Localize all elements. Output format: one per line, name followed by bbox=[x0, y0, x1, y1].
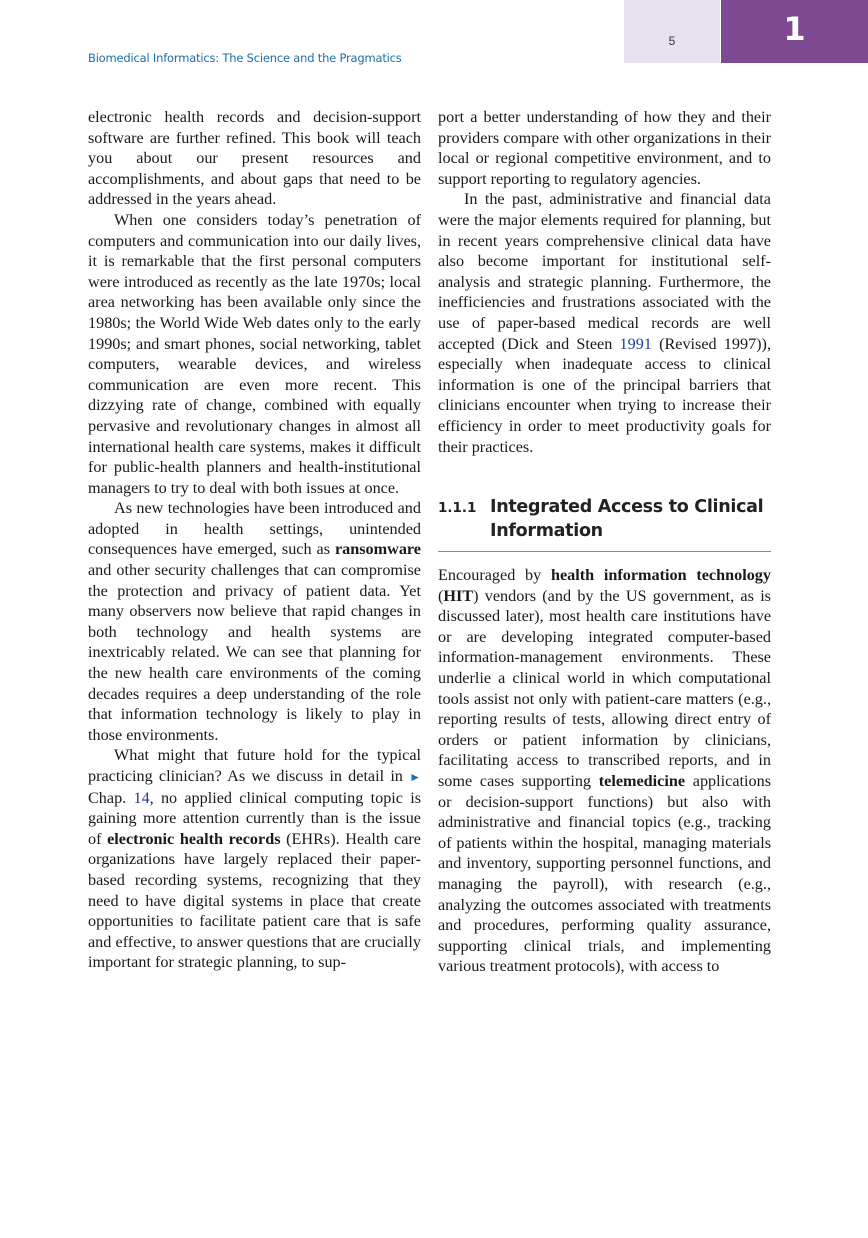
text: Encouraged by bbox=[438, 566, 551, 585]
text: As new technologies have been introduced and adopted in health settings, unintended consequences have emerged, such as bbox=[88, 499, 421, 559]
text: , no applied clinical computing topic is gaining more attention currently than is the issue of bbox=[88, 788, 422, 848]
right-column bbox=[438, 107, 771, 977]
paragraph bbox=[88, 498, 421, 745]
key-term-ransomware: ransomware bbox=[334, 540, 421, 559]
text: (EHRs). Health care organizations have largely replaced their paper-based recording systems, recognizing that they need to have digital systems in place that create opportunities to facilitate patient care that is safe and effective, to answer questions that are crucially important for strategic planning, to sup- bbox=[88, 829, 421, 972]
page-number: 5 bbox=[668, 34, 676, 48]
paragraph: When one considers today’s penetration of computers and communication into our daily lives, it is remarkable that the first personal computers were introduced as recently as the late 1970s; local area networking has been available only since the 1980s; the World Wide Web dates only to the early 1990s; and smart phones, social networking, tablet computers, wearable devices, and wireless communication are even more recent. This dizzying rate of change, combined with equally pervasive and revolutionary changes in almost all international health care systems, makes it difficult for public-health planners and health-institutional managers to try to deal with both issues at once. bbox=[88, 210, 421, 497]
section-heading bbox=[438, 495, 771, 543]
text: ( bbox=[438, 586, 444, 605]
section-rule bbox=[438, 551, 771, 552]
key-term-ehr: electronic health records bbox=[107, 829, 281, 848]
paragraph bbox=[88, 745, 421, 973]
chapter-tab bbox=[721, 0, 868, 63]
text: ) vendors (and by the US government, as is discussed later), most health care institutions have or are developing integrated computer-based information-management environments. These underlie a clinical world in which computational tools assist not only with patient-care matters (e.g., reporting results of tests, allowing direct entry of orders or patient information by clinicians, facilitating access to transcribed reports, and in some cases supporting bbox=[438, 586, 771, 791]
text: What might that future hold for the typical practicing clinician? As we discuss in detail in bbox=[88, 746, 421, 785]
cross-reference-arrow-icon: ► bbox=[409, 770, 421, 784]
citation-link[interactable]: 1991 bbox=[619, 334, 652, 353]
text: and other security challenges that can compromise the protection and privacy of patient data. Yet many observers now believe that rapid changes in both technology and health systems are inextricably related. We can see that planning for the new health care environments of the coming decades requires a deep understanding of the role that information technology is likely to play in those environments. bbox=[88, 561, 421, 744]
key-term-telemedicine: telemedicine bbox=[598, 772, 686, 791]
running-head: Biomedical Informatics: The Science and the Pragmatics bbox=[88, 51, 402, 65]
page-number-box bbox=[624, 0, 720, 63]
text: applications or decision-support functions) but also with administrative and financial topics (e.g., tracking of patients within the hospital, managing materials and inventory, supporting personnel functions, and managing the payroll), with research (e.g., analyzing the outcomes associated with treatments and procedures, performing quality assurance, supporting clinical trials, and implementing various treatment protocols), with access to bbox=[438, 772, 771, 976]
paragraph bbox=[438, 565, 771, 977]
key-term-hit-abbrev: HIT bbox=[443, 586, 474, 605]
paragraph bbox=[438, 189, 771, 457]
chapter-number: 1 bbox=[783, 10, 806, 48]
paragraph: electronic health records and decision-support software are further refined. This book will teach you about our present resources and accomplishments, and about gaps that need to be addressed in the years ahead. bbox=[88, 108, 421, 209]
section-title: Integrated Access to Clinical Information bbox=[490, 497, 764, 542]
section-number: 1.1.1 bbox=[438, 500, 477, 517]
text: In the past, administrative and financial data were the major elements required for planning, but in recent years comprehensive clinical data have also become important for institutional self-analysis and strategic planning. Furthermore, the inefficiencies and frustrations associated with the use of paper-based medical records are well accepted (Dick and Steen bbox=[438, 190, 771, 353]
key-term-hit: health information technology bbox=[550, 566, 771, 585]
left-column bbox=[88, 107, 421, 973]
chapter-link[interactable]: 14 bbox=[133, 788, 150, 807]
text: (Revised 1997)), especially when inadequate access to clinical information is one of the principal barriers that clinicians encounter when trying to increase their efficiency in order to meet productivity goals for their practices. bbox=[438, 334, 771, 456]
paragraph: port a better understanding of how they and their providers compare with other organizations in their local or regional competitive environment, and to support reporting to regulatory agencies. bbox=[438, 108, 771, 188]
text: Chap. bbox=[88, 788, 134, 807]
